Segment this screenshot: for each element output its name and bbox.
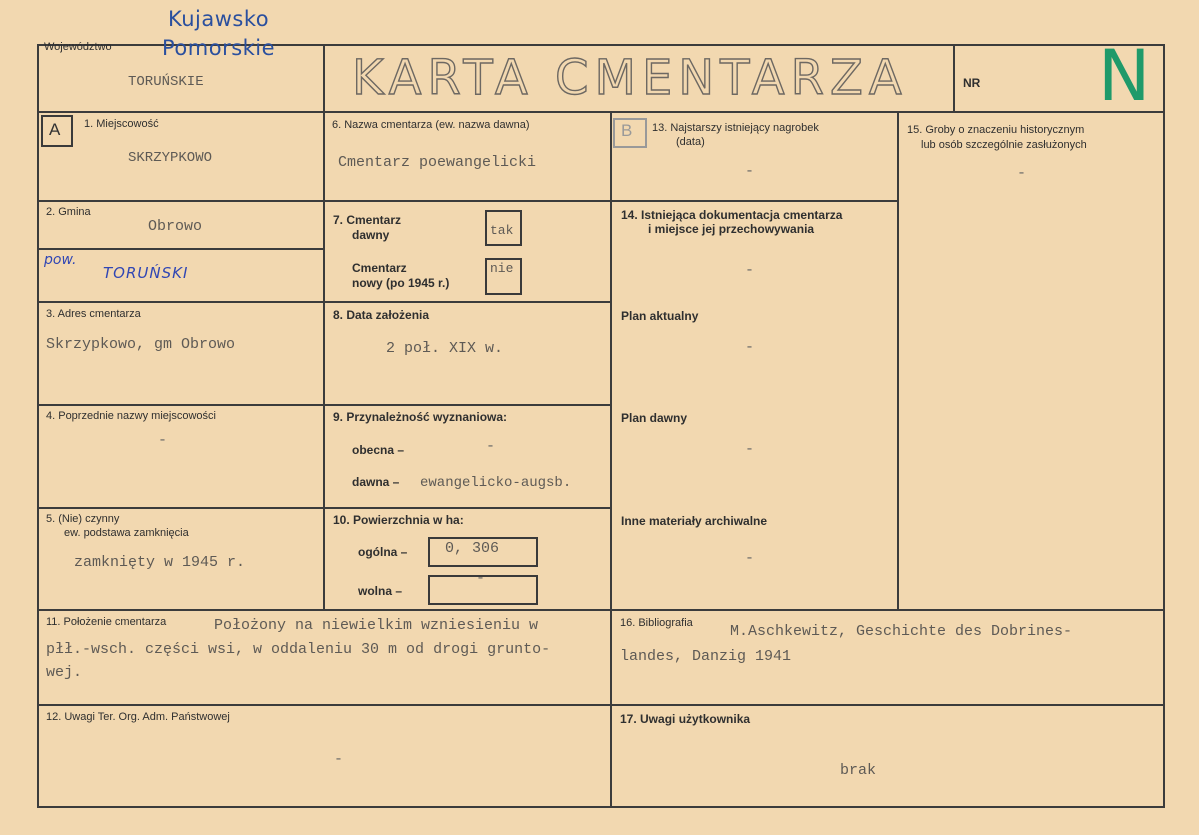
f11-line3: wej. bbox=[46, 664, 83, 681]
f9-dawna-value: ewangelicko-augsb. bbox=[420, 475, 572, 491]
card-title: KARTA CMENTARZA bbox=[352, 50, 908, 106]
f13-label2: (data) bbox=[676, 136, 705, 148]
row-line-6 bbox=[37, 609, 1165, 611]
section-a-letter: A bbox=[49, 120, 61, 139]
f16-label: 16. Bibliografia bbox=[620, 617, 693, 629]
nr-value: N bbox=[1098, 35, 1151, 117]
f14-label2: i miejsce jej przechowywania bbox=[648, 222, 815, 236]
f15-label2: lub osób szczególnie zasłużonych bbox=[921, 139, 1087, 151]
plan-dawny-value: - bbox=[745, 441, 755, 458]
col-divider-1 bbox=[323, 111, 325, 611]
f12-label: 12. Uwagi Ter. Org. Adm. Państwowej bbox=[46, 711, 230, 723]
f11-line1: Położony na niewielkim wzniesieniu w bbox=[214, 617, 539, 634]
right-border bbox=[1163, 44, 1165, 808]
wojewodztwo-label: Województwo bbox=[44, 41, 112, 53]
region-stamp-line2: Pomorskie bbox=[162, 36, 276, 60]
row-line-7 bbox=[37, 704, 1165, 706]
inne-materialy-value: - bbox=[745, 550, 755, 567]
f7-label: 7. Cmentarz bbox=[333, 213, 402, 227]
wojewodztwo-value: TORUŃSKIE bbox=[128, 74, 204, 90]
f16-line1: M.Aschkewitz, Geschichte des Dobrines- bbox=[730, 623, 1073, 640]
col-divider-3 bbox=[897, 111, 899, 611]
inne-materialy-label: Inne materiały archiwalne bbox=[621, 514, 768, 528]
f7-dawny-label: dawny bbox=[352, 228, 390, 242]
row-line-1 bbox=[37, 200, 611, 202]
header-bottom-line bbox=[37, 111, 1165, 113]
section-b-letter: B bbox=[621, 121, 633, 140]
f6-value: Cmentarz poewangelicki bbox=[338, 154, 537, 171]
col-divider-2 bbox=[610, 111, 612, 807]
f13-label1: 13. Najstarszy istniejący nagrobek bbox=[652, 122, 819, 134]
f9-obecna-label: obecna – bbox=[352, 443, 405, 457]
f5-label2: ew. podstawa zamknięcia bbox=[64, 527, 189, 539]
f6-label: 6. Nazwa cmentarza (ew. nazwa dawna) bbox=[332, 119, 530, 131]
f5-label1: 5. (Nie) czynny bbox=[46, 513, 120, 525]
f16-line2: landes, Danzig 1941 bbox=[620, 648, 792, 665]
plan-aktualny-label: Plan aktualny bbox=[621, 309, 699, 323]
f10-ogolna-value: 0, 306 bbox=[445, 540, 500, 557]
row-line-4 bbox=[37, 404, 611, 406]
f3-label: 3. Adres cmentarza bbox=[46, 308, 141, 320]
f4-value: - bbox=[158, 432, 168, 449]
f13-value: - bbox=[745, 163, 755, 180]
f15-value: - bbox=[1017, 165, 1027, 182]
f12-value: - bbox=[334, 751, 344, 768]
f11-label: 11. Położenie cmentarza bbox=[46, 616, 167, 628]
f7-dawny-value: tak bbox=[490, 223, 514, 238]
header-divider-2 bbox=[953, 44, 955, 112]
bottom-border bbox=[37, 806, 1165, 808]
f9-obecna-value: - bbox=[486, 438, 496, 455]
f2-hand-value: TORUŃSKI bbox=[103, 264, 189, 282]
row-line-1b bbox=[610, 200, 898, 202]
f17-label: 17. Uwagi użytkownika bbox=[620, 712, 751, 726]
f8-label: 8. Data założenia bbox=[333, 308, 430, 322]
f2-hand-prefix: pow. bbox=[44, 252, 77, 268]
f2-label: 2. Gmina bbox=[46, 206, 91, 218]
f11-line2: płł.-wsch. części wsi, w oddaleniu 30 m od drogi grunto- bbox=[46, 641, 551, 658]
row-line-5 bbox=[37, 507, 611, 509]
f9-dawna-label: dawna – bbox=[352, 475, 400, 489]
f4-label: 4. Poprzednie nazwy miejscowości bbox=[46, 410, 216, 422]
f9-label: 9. Przynależność wyznaniowa: bbox=[333, 410, 508, 424]
f1-label: 1. Miejscowość bbox=[84, 118, 159, 130]
f3-value: Skrzypkowo, gm Obrowo bbox=[46, 336, 236, 353]
f17-value: brak bbox=[840, 762, 877, 779]
left-border bbox=[37, 44, 39, 808]
f7-nowy-value: nie bbox=[490, 261, 514, 276]
f10-label: 10. Powierzchnia w ha: bbox=[333, 513, 464, 527]
row-line-2 bbox=[37, 248, 324, 250]
header-divider-1 bbox=[323, 44, 325, 112]
row-line-3 bbox=[37, 301, 611, 303]
f8-value: 2 poł. XIX w. bbox=[386, 340, 504, 357]
f14-value: - bbox=[745, 262, 755, 279]
f10-wolna-label: wolna – bbox=[358, 584, 403, 598]
f14-label1: 14. Istniejąca dokumentacja cmentarza bbox=[621, 208, 843, 222]
f2-value: Obrowo bbox=[148, 218, 203, 235]
plan-dawny-label: Plan dawny bbox=[621, 411, 688, 425]
f7-nowy-label: nowy (po 1945 r.) bbox=[352, 276, 450, 290]
f10-wolna-value: - bbox=[476, 570, 486, 587]
f7-cmentarz2-label: Cmentarz bbox=[352, 261, 407, 275]
plan-aktualny-value: - bbox=[745, 339, 755, 356]
f15-label1: 15. Groby o znaczeniu historycznym bbox=[907, 124, 1085, 136]
f5-value: zamknięty w 1945 r. bbox=[74, 554, 246, 571]
region-stamp-line1: Kujawsko bbox=[168, 7, 270, 31]
nr-label: NR bbox=[963, 76, 981, 90]
f1-value: SKRZYPKOWO bbox=[128, 150, 213, 166]
f10-ogolna-label: ogólna – bbox=[358, 545, 408, 559]
